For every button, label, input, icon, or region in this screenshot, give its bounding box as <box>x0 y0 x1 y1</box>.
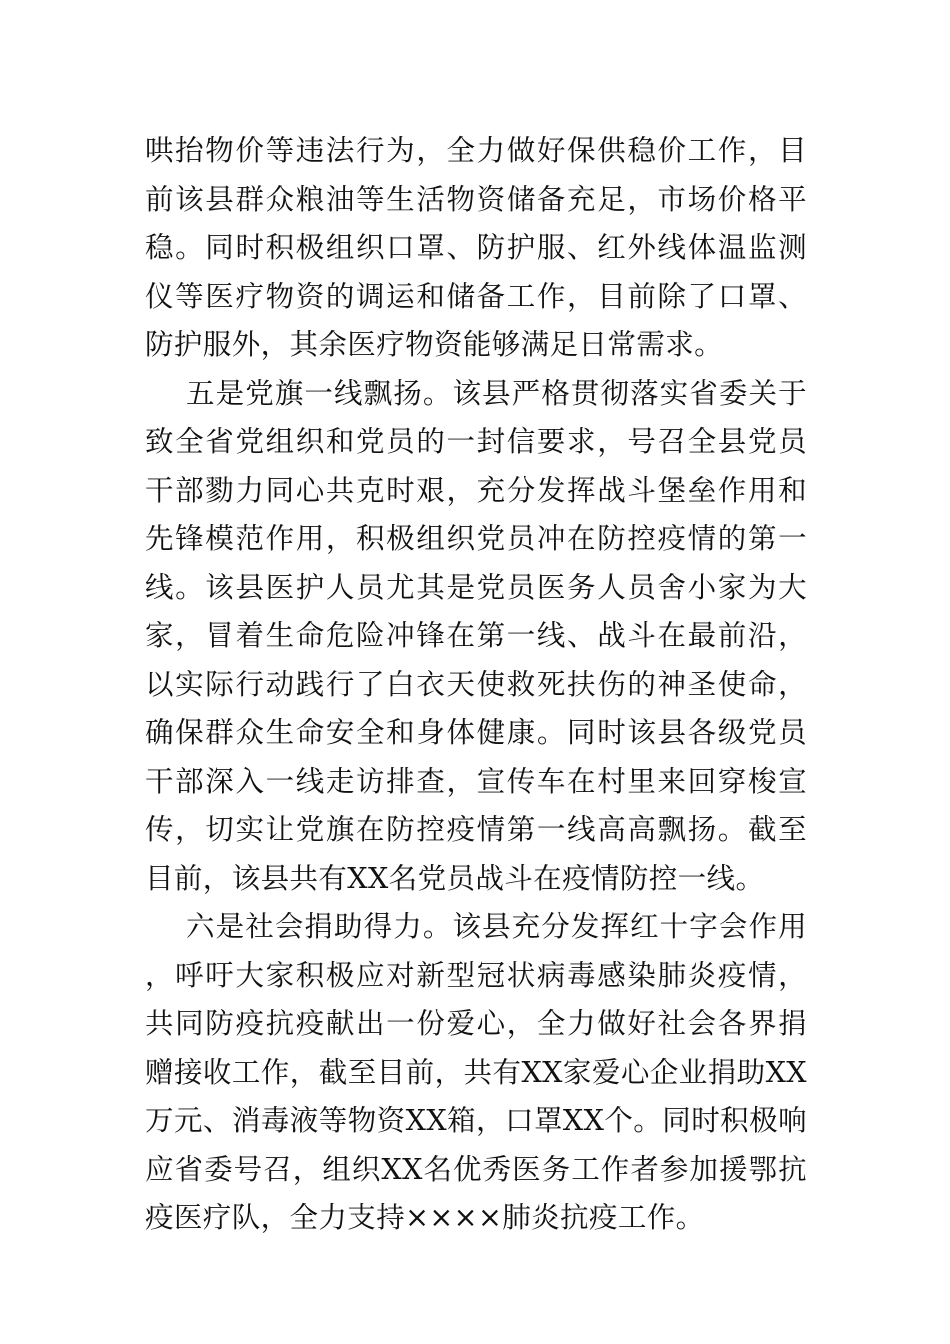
document-body <box>145 127 807 1243</box>
paragraph-social-donation: 六是社会捐助得力。该县充分发挥红十字会作用，呼吁大家积极应对新型冠状病毒感染肺炎疫情，共同防疫抗疫献出一份爱心，全力做好社会各界捐赠接收工作，截至目前，共有XX家爱心企业捐助XX万元、消毒液等物资XX箱，口罩XX个。同时积极响应省委号召，组织XX名优秀医务工作者参加援鄂抗疫医疗队，全力支持××××肺炎抗疫工作。 <box>145 910 807 1234</box>
paragraph-party-flag: 五是党旗一线飘扬。该县严格贯彻落实省委关于致全省党组织和党员的一封信要求，号召全县党员干部勠力同心共克时艰，充分发挥战斗堡垒作用和先锋模范作用，积极组织党员冲在防控疫情的第一线。该县医护人员尤其是党员医务人员舍小家为大家，冒着生命危险冲锋在第一线、战斗在最前沿，以实际行动践行了白衣天使救死扶伤的神圣使命，确保群众生命安全和身体健康。同时该县各级党员干部深入一线走访排查，宣传车在村里来回穿梭宣传，切实让党旗在防控疫情第一线高高飘扬。截至目前，该县共有XX名党员战斗在疫情防控一线。 <box>145 376 807 895</box>
paragraph-supply-continuation: 哄抬物价等违法行为，全力做好保供稳价工作，目前该县群众粮油等生活物资储备充足，市场价格平稳。同时积极组织口罩、防护服、红外线体温监测仪等医疗物资的调运和储备工作，目前除了口罩、防护服外，其余医疗物资能够满足日常需求。 <box>145 134 807 361</box>
